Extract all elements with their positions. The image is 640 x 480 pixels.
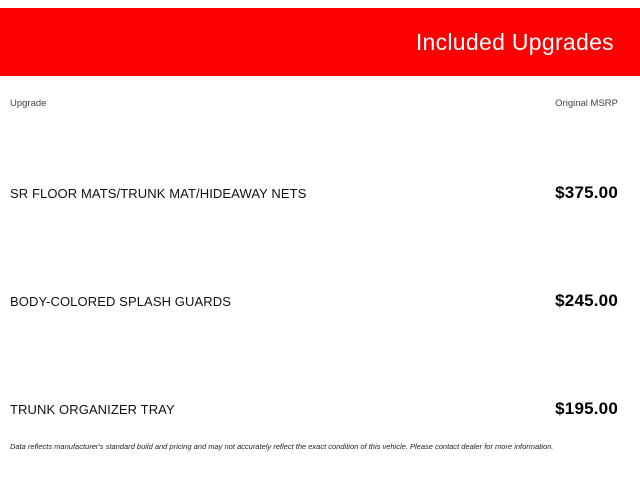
column-header-upgrade: Upgrade bbox=[10, 98, 47, 109]
upgrade-price: $375.00 bbox=[555, 183, 618, 202]
upgrade-price: $245.00 bbox=[555, 291, 618, 310]
upgrade-name: BODY-COLORED SPLASH GUARDS bbox=[10, 293, 232, 309]
table-row bbox=[0, 139, 640, 247]
page-title: Included Upgrades bbox=[415, 28, 614, 55]
upgrade-name: TRUNK ORGANIZER TRAY bbox=[10, 401, 175, 417]
table-header-row bbox=[0, 76, 640, 109]
upgrade-name: SR FLOOR MATS/TRUNK MAT/HIDEAWAY NETS bbox=[10, 185, 307, 201]
disclaimer-text: Data reflects manufacturer's standard build and pricing and may not accurately reflect the exact condition of this vehicle. Please contact dealer for more information. bbox=[10, 442, 554, 451]
upgrades-table bbox=[0, 76, 640, 463]
header-bar bbox=[0, 8, 640, 76]
table-row bbox=[0, 247, 640, 355]
column-header-msrp: Original MSRP bbox=[555, 98, 618, 109]
upgrade-price: $195.00 bbox=[555, 399, 618, 418]
table-body bbox=[0, 139, 640, 463]
